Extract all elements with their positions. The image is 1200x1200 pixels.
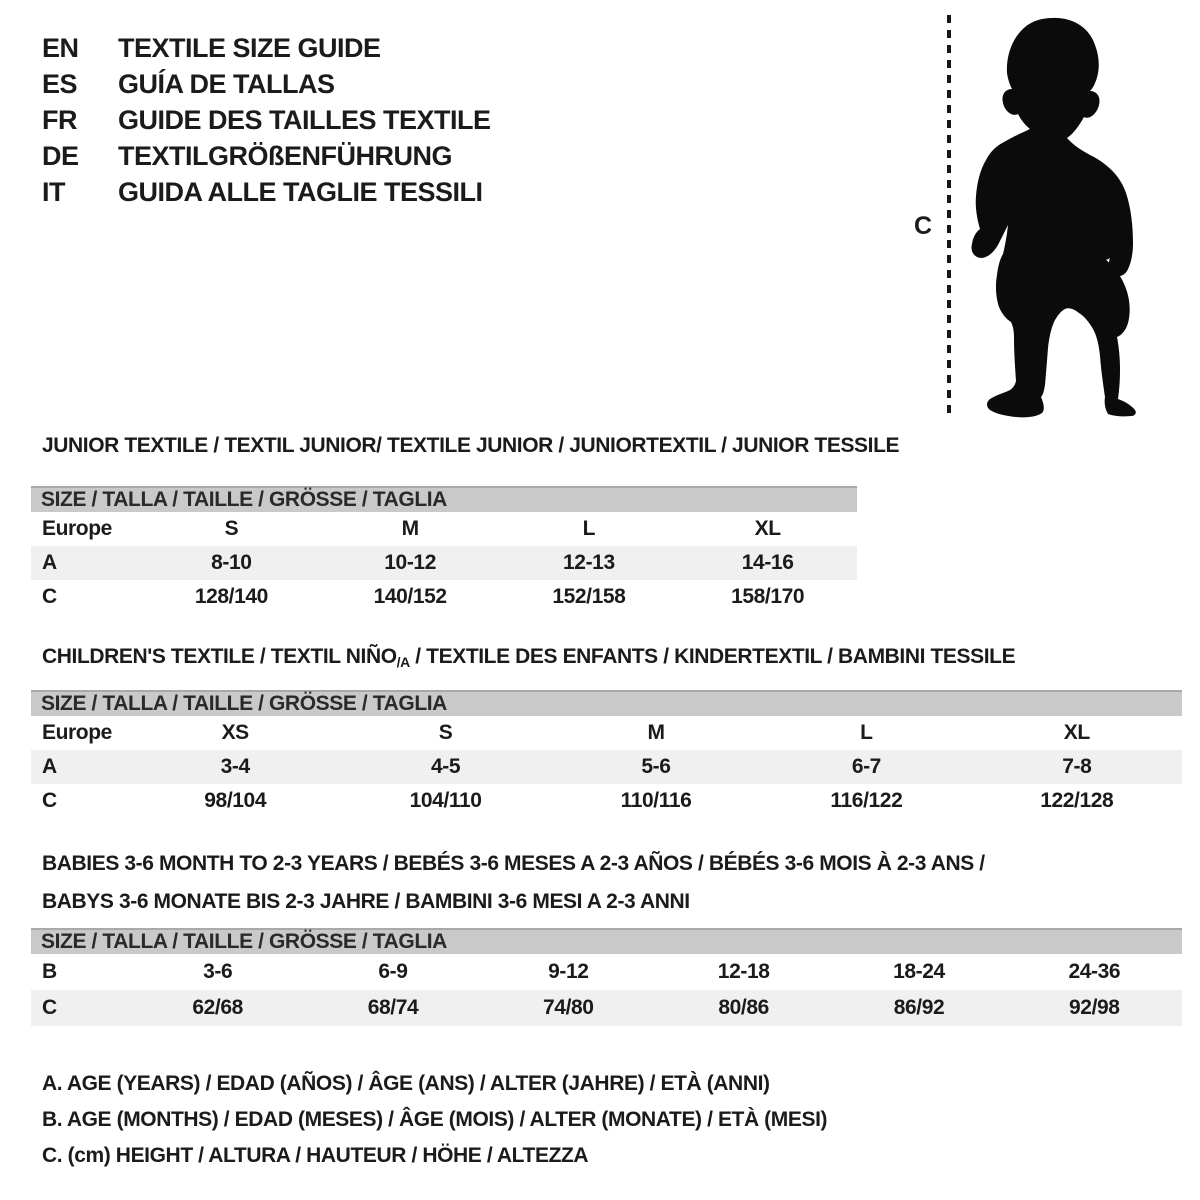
- cell-value: M: [401, 517, 419, 540]
- cell-value: 24-36: [1068, 960, 1121, 983]
- children-title-part: CHILDREN'S TEXTILE / TEXTIL NIÑO: [42, 645, 397, 668]
- language-title: GUÍA DE TALLAS: [118, 69, 335, 99]
- legend-item: C. (cm) HEIGHT / ALTURA / HAUTEUR / HÖHE / ALTEZZA: [42, 1144, 589, 1167]
- language-title: GUIDE DES TAILLES TEXTILE: [118, 105, 491, 135]
- size-table-header: SIZE / TALLA / TAILLE / GRÖSSE / TAGLIA: [31, 690, 1182, 716]
- table-row: [31, 546, 857, 580]
- cell-value: XL: [754, 517, 781, 540]
- table-row: [31, 954, 1182, 990]
- cell-value: S: [438, 721, 453, 744]
- row-label: Europe: [42, 517, 112, 540]
- language-code: FR: [42, 105, 77, 135]
- children-section-title: [42, 645, 1015, 669]
- cell-value: 74/80: [543, 996, 594, 1019]
- legend-item: B. AGE (MONTHS) / EDAD (MESES) / ÂGE (MOIS) / ALTER (MONATE) / ETÀ (MESI): [42, 1108, 828, 1131]
- cell-value: 98/104: [204, 789, 267, 812]
- language-code: IT: [42, 177, 65, 207]
- cell-value: 9-12: [548, 960, 589, 983]
- language-row: [42, 66, 491, 102]
- language-code: DE: [42, 141, 79, 171]
- height-marker-label: C: [914, 212, 933, 240]
- cell-value: 3-4: [220, 755, 250, 778]
- table-row: [31, 750, 1182, 784]
- table-row: [31, 716, 1182, 750]
- table-row: [31, 784, 1182, 818]
- cell-value: 7-8: [1062, 755, 1092, 778]
- cell-value: 5-6: [641, 755, 671, 778]
- children-title-subscript: /A: [396, 654, 410, 670]
- children-textile-table: [31, 690, 1182, 818]
- cell-value: L: [582, 517, 596, 540]
- language-title: GUIDA ALLE TAGLIE TESSILI: [118, 177, 483, 207]
- cell-value: 3-6: [203, 960, 233, 983]
- babies-section-title: [42, 845, 985, 921]
- cell-value: XS: [221, 721, 249, 744]
- legend-item: A. AGE (YEARS) / EDAD (AÑOS) / ÂGE (ANS) / ALTER (JAHRE) / ETÀ (ANNI): [42, 1072, 770, 1095]
- cell-value: 128/140: [194, 585, 268, 608]
- junior-section-title: JUNIOR TEXTILE / TEXTIL JUNIOR/ TEXTILE JUNIOR / JUNIORTEXTIL / JUNIOR TESSILE: [42, 434, 900, 457]
- cell-value: 110/116: [620, 789, 692, 812]
- language-row: [42, 174, 491, 210]
- cell-value: 80/86: [718, 996, 769, 1019]
- babies-textile-table: [31, 928, 1182, 1026]
- cell-value: 152/158: [552, 585, 626, 608]
- cell-value: 86/92: [893, 996, 945, 1019]
- cell-value: 140/152: [373, 585, 447, 608]
- cell-value: 8-10: [211, 551, 252, 574]
- babies-title-line: BABYS 3-6 MONATE BIS 2-3 JAHRE / BAMBINI 3-6 MESI A 2-3 ANNI: [42, 890, 690, 913]
- row-label: B: [42, 960, 57, 983]
- language-code: ES: [42, 69, 78, 99]
- row-label: Europe: [42, 721, 112, 744]
- language-title: TEXTILGRÖßENFÜHRUNG: [118, 141, 452, 171]
- cell-value: 12-18: [717, 960, 770, 983]
- cell-value: M: [647, 721, 665, 744]
- babies-title-line: BABIES 3-6 MONTH TO 2-3 YEARS / BEBÉS 3-6 MESES A 2-3 AÑOS / BÉBÉS 3-6 MOIS À 2-3 ANS /: [42, 852, 985, 875]
- cell-value: 68/74: [367, 996, 419, 1019]
- cell-value: 116/122: [830, 789, 903, 812]
- cell-value: 10-12: [384, 551, 436, 574]
- cell-value: 12-13: [563, 551, 615, 574]
- cell-value: 122/128: [1040, 789, 1114, 812]
- language-title: TEXTILE SIZE GUIDE: [118, 33, 381, 63]
- children-title-part: / TEXTILE DES ENFANTS / KINDERTEXTIL / BAMBINI TESSILE: [409, 645, 1016, 668]
- language-code: EN: [42, 33, 79, 63]
- table-row: [31, 512, 857, 546]
- row-label: C: [42, 585, 57, 608]
- language-row: [42, 30, 491, 66]
- size-table-header: SIZE / TALLA / TAILLE / GRÖSSE / TAGLIA: [31, 486, 857, 512]
- toddler-silhouette: [962, 16, 1142, 420]
- size-table-header: SIZE / TALLA / TAILLE / GRÖSSE / TAGLIA: [31, 928, 1182, 954]
- language-title-list: [42, 30, 491, 210]
- row-label: A: [42, 551, 57, 574]
- height-measure-dashed-line: [947, 15, 951, 418]
- cell-value: 6-9: [378, 960, 408, 983]
- cell-value: 158/170: [731, 585, 805, 608]
- junior-textile-table: [31, 486, 857, 614]
- row-label: A: [42, 755, 57, 778]
- cell-value: 92/98: [1069, 996, 1120, 1019]
- cell-value: 62/68: [192, 996, 243, 1019]
- cell-value: 4-5: [431, 755, 461, 778]
- cell-value: XL: [1063, 721, 1090, 744]
- cell-value: 18-24: [893, 960, 945, 983]
- row-label: C: [42, 996, 57, 1019]
- row-label: C: [42, 789, 57, 812]
- legend-block: [42, 1066, 827, 1174]
- cell-value: S: [224, 517, 239, 540]
- table-row: [31, 580, 857, 614]
- cell-value: 14-16: [741, 551, 794, 574]
- language-row: [42, 138, 491, 174]
- cell-value: 6-7: [851, 755, 881, 778]
- cell-value: L: [860, 721, 873, 744]
- cell-value: 104/110: [409, 789, 482, 812]
- language-row: [42, 102, 491, 138]
- table-row: [31, 990, 1182, 1026]
